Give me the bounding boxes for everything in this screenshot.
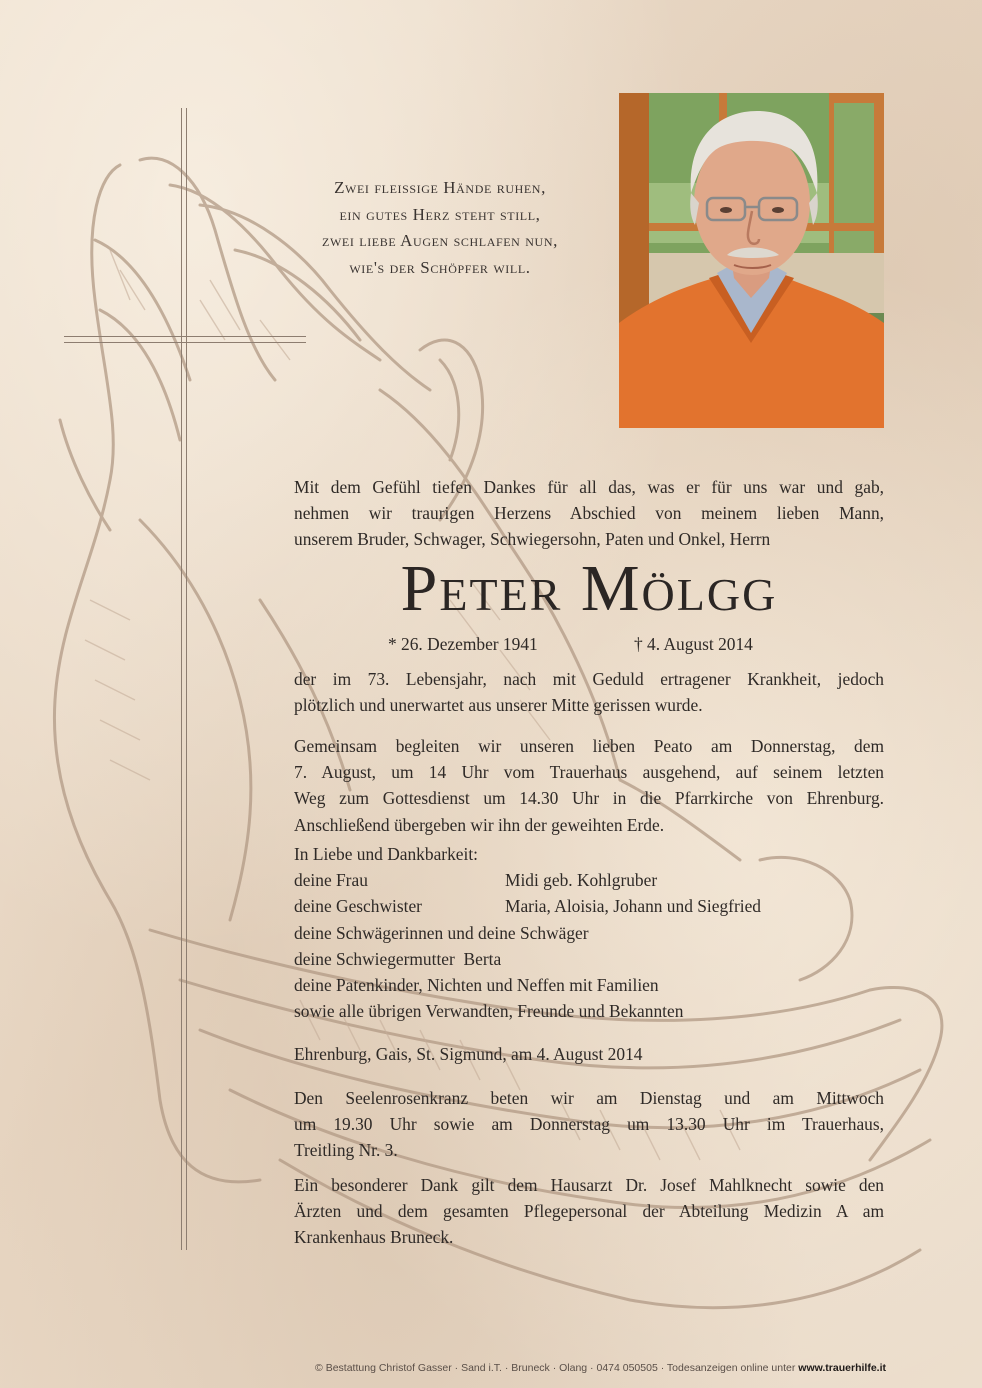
thanks-text	[294, 1172, 884, 1251]
portrait-photo	[619, 93, 884, 428]
mourners-intro: In Liebe und Dankbarkeit:	[294, 844, 478, 864]
mourner-names: Midi geb. Kohlgruber	[505, 870, 658, 891]
death-date: † 4. August 2014	[634, 634, 753, 654]
text-line: plötzlich und unerwartet aus unserer Mitte gerissen wurde.	[294, 695, 703, 716]
mourner-line: deine Patenkinder, Nichten und Neffen mit Familien	[294, 974, 659, 995]
footer-credit	[0, 1362, 886, 1374]
deceased-name: Peter Mölgg	[400, 552, 778, 625]
text-line: Mit dem Gefühl tiefen Dankes für all das, was er für uns war und gab,	[294, 477, 884, 497]
poem-line: Zwei fleissige Hände ruhen,	[334, 178, 546, 197]
text-line: nehmen wir traurigen Herzens Abschied von meinem lieben Mann,	[294, 503, 884, 524]
mourners-list	[294, 841, 884, 1024]
mourner-relation: deine Frau	[294, 870, 368, 891]
text-line: Ehrenburg, Gais, St. Sigmund, am 4. August 2014	[294, 1044, 643, 1064]
poem-line: ein gutes Herz steht still,	[339, 204, 541, 224]
text-line: Gemeinsam begleiten wir unseren lieben Peato am Donnerstag, dem	[294, 736, 884, 756]
text-line: 7. August, um 14 Uhr vom Trauerhaus ausgehend, auf seinem letzten	[294, 762, 884, 783]
text-line: Krankenhaus Bruneck.	[294, 1227, 454, 1248]
rosary-text	[294, 1085, 884, 1164]
poem-line: zwei liebe Augen schlafen nun,	[322, 231, 558, 250]
mourner-row	[294, 893, 884, 919]
mourner-line: sowie alle übrigen Verwandten, Freunde und Bekannten	[294, 1001, 684, 1022]
mourner-line: deine Schwiegermutter Berta	[294, 948, 502, 969]
poem-line: wie's der Schöpfer will.	[349, 257, 531, 277]
intro-text	[294, 474, 884, 553]
mourner-line: deine Schwägerinnen und deine Schwäger	[294, 922, 589, 943]
footer-text: © Bestattung Christof Gasser · Sand i.T. · Bruneck · Olang · 0474 050505 · Todesanzeigen online unter	[315, 1362, 799, 1374]
text-line: der im 73. Lebensjahr, nach mit Geduld ertragener Krankheit, jedoch	[294, 669, 884, 689]
text-line: Anschließend übergeben wir ihn der geweihten Erde.	[294, 814, 665, 835]
birth-date: * 26. Dezember 1941	[388, 634, 538, 654]
mourner-relation: deine Geschwister	[294, 896, 422, 917]
poem	[270, 175, 610, 281]
mourner-names: Maria, Aloisia, Johann und Siegfried	[505, 896, 761, 917]
text-line: Ein besonderer Dank gilt dem Hausarzt Dr. Josef Mahlknecht sowie den	[294, 1175, 884, 1195]
footer-url[interactable]: www.trauerhilfe.it	[798, 1362, 886, 1374]
cross-vertical-beam	[181, 108, 187, 1250]
text-line: Den Seelenrosenkranz beten wir am Dienstag und am Mittwoch	[294, 1088, 884, 1108]
mourner-row	[294, 867, 884, 893]
place-date	[294, 1041, 884, 1067]
text-line: Ärzten und dem gesamten Pflegepersonal der Abteilung Medizin A am	[294, 1201, 884, 1222]
cross-horizontal-beam	[64, 336, 306, 343]
illness-text	[294, 666, 884, 718]
text-line: Treitling Nr. 3.	[294, 1140, 398, 1161]
text-line: unserem Bruder, Schwager, Schwiegersohn, Paten und Onkel, Herrn	[294, 529, 771, 550]
text-line: Weg zum Gottesdienst um 14.30 Uhr in die Pfarrkirche von Ehrenburg.	[294, 788, 884, 809]
funeral-text	[294, 733, 884, 838]
text-line: um 19.30 Uhr sowie am Donnerstag um 13.30 Uhr im Trauerhaus,	[294, 1114, 884, 1135]
